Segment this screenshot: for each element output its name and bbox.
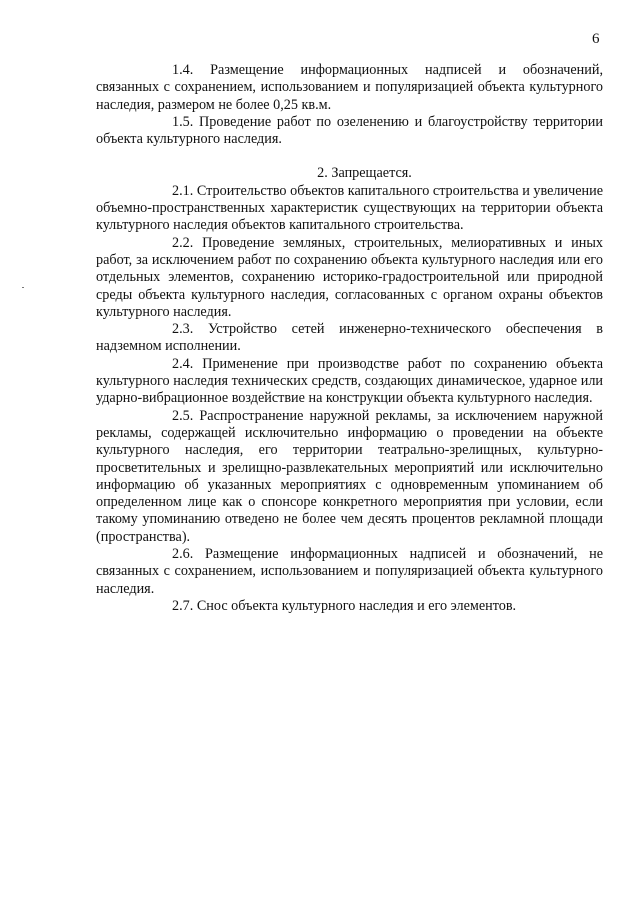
clause-text: Размещение информационных надписей и обозначений, не связанных с сохранением, использованием и популяризацией объекта культурного наследия.	[96, 546, 603, 597]
document-body	[96, 62, 603, 615]
clause-text: Применение при производстве работ по сохранению объекта культурного наследия технических средств, создающих динамическое, ударное или ударно-вибрационное воздействие на конструкции объекта культурного наследия.	[96, 355, 603, 407]
clause-number: 2.1.	[172, 182, 194, 199]
clause-text: Проведение работ по озеленению и благоустройству территории объекта культурного наследия.	[96, 113, 603, 148]
clause-1-5	[96, 114, 603, 149]
clause-text: Снос объекта культурного наследия и его элементов.	[196, 597, 517, 614]
clause-number: 2.3.	[172, 321, 194, 338]
clause-number: 2.2.	[172, 234, 194, 251]
clause-2-5	[96, 408, 603, 546]
clause-2-3	[96, 321, 603, 356]
clause-2-6	[96, 546, 603, 598]
clause-number: 1.4.	[172, 62, 194, 78]
clause-text: Устройство сетей инженерно-технического обеспечения в надземном исполнении.	[96, 321, 603, 355]
clause-text: Строительство объектов капитального строительства и увеличение объемно-пространственных характеристик существующих на территории объекта культурного наследия объектов капитального строительства.	[96, 182, 604, 234]
clause-2-2	[96, 235, 603, 321]
page-number: 6	[592, 31, 600, 47]
clause-text: Проведение земляных, строительных, мелиоративных и иных работ, за исключением работ по сохранению объекта культурного наследия или его отдельных элементов, сохранению историко-градостроительной или природной среды объекта культурного наследия, согласованных с органом охраны объектов культурного наследия.	[96, 234, 603, 320]
clause-number: 1.5.	[172, 113, 194, 130]
clause-2-1	[96, 183, 603, 235]
clause-text: Распространение наружной рекламы, за исключением наружной рекламы, содержащей исключительно информацию о проведении на объекте культурного наследия, его территории театрально-зрелищных, культурно-просветительных и зрелищно-развлекательных мероприятий или исключительно информацию об указанных мероприятиях с одновременным упоминанием об определенном лице как о спонсоре конкретного мероприятия при условии, если такому упоминанию отведено не более чем десять процентов рекламной площади (пространства).	[96, 407, 603, 545]
clause-2-7	[96, 598, 603, 615]
scan-dot-mark	[22, 287, 24, 288]
section-heading-prohibited: 2. Запрещается.	[317, 165, 412, 182]
clause-text: Размещение информационных надписей и обозначений, связанных с сохранением, использованием и популяризацией объекта культурного наследия, размером не более 0,25 кв.м.	[96, 62, 603, 113]
clause-number: 2.4.	[172, 355, 194, 372]
clause-2-4	[96, 356, 603, 408]
clause-number: 2.6.	[172, 546, 194, 563]
clause-1-4	[96, 62, 603, 114]
clause-number: 2.5.	[172, 407, 194, 424]
clause-number: 2.7.	[172, 597, 194, 614]
